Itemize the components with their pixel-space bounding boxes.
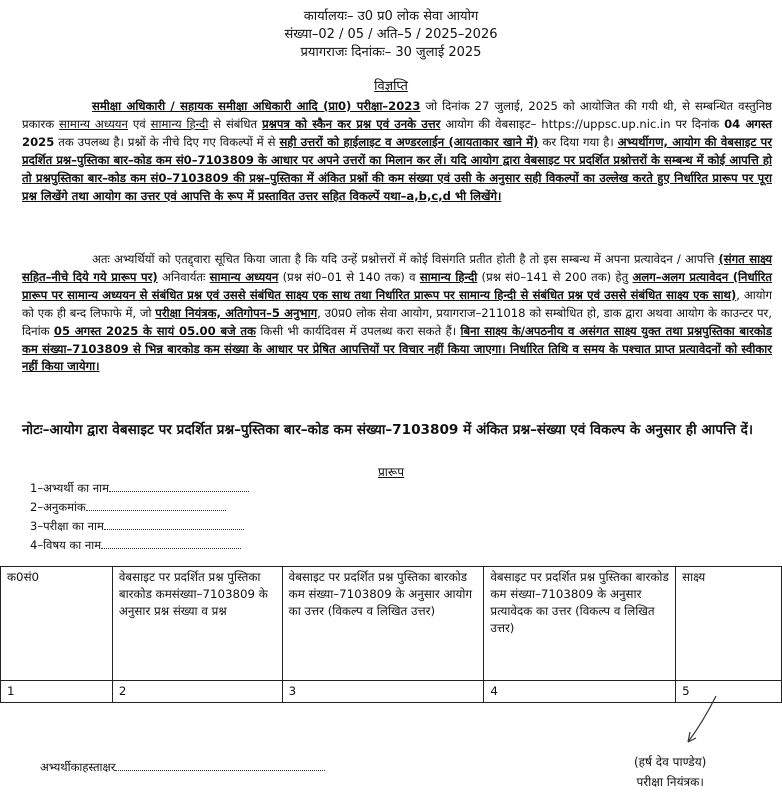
- text: (प्रश्न सं0–141 से 200 तक) हेतु: [477, 269, 633, 284]
- col-number: 2: [112, 681, 282, 703]
- addressee: परीक्षा नियंत्रक, अतिगोपन–5 अनुभाग: [155, 305, 318, 320]
- reference-number: संख्या–02 / 05 / अति–5 / 2025–2026: [284, 27, 498, 42]
- paragraph-2: [22, 251, 772, 376]
- subject-general-studies: सामान्य अध्ययन: [209, 269, 279, 284]
- text: से संबंधित: [208, 116, 263, 131]
- header-serial: क0सं0: [1, 567, 113, 681]
- subject-general-studies: सामान्य अध्ययन: [59, 116, 128, 131]
- paragraph-1: [22, 98, 772, 205]
- rejection-note: बिना साक्ष्य के/अपठनीय व असंगत साक्ष्य युक्त तथा प्रश्नपुस्तिका बारकोड कम संख्या–7103809 से भिन्न बारकोड कम संख्या के आधार पर प्रेषित आपत्तियों पर विचार नहीं किया जाएगा। निर्धारित तिथि व समय के पश्चात प्राप्त प्रत्यावेदनों को स्वीकार नहीं किया जायेगा।: [22, 323, 772, 374]
- text: तक उपलब्ध है। प्रश्नों के नीचे दिए गए विकल्पों में से: [54, 134, 280, 149]
- scanned-paper-note: प्रश्नपत्र को स्कैन कर प्रश्न एवं उनके उत्तर: [262, 116, 441, 131]
- dotted-line: [109, 481, 249, 492]
- availability-date: 04 अगस्त 2025: [22, 116, 772, 149]
- field-label: 4–विषय का नाम: [30, 538, 102, 552]
- place-date: प्रयागराजः दिनांकः– 30 जुलाई 2025: [300, 45, 482, 60]
- exam-name: समीक्षा अधिकारी / सहायक समीक्षा अधिकारी आदि (प्रा0) परीक्षा–2023: [92, 99, 421, 113]
- notice-title: विज्ञप्ति: [374, 79, 408, 94]
- table-header-row: [1, 567, 782, 681]
- field-label: 3–परीक्षा का नाम: [30, 519, 104, 533]
- text: , आयोग को एक ही बन्द लिफाफे में, जो: [22, 287, 772, 320]
- field-label: 1–अभ्यर्थी का नाम: [30, 481, 109, 495]
- officer-title: परीक्षा नियंत्रक।: [636, 775, 704, 789]
- col-number: 5: [676, 681, 782, 703]
- dotted-line: [86, 500, 226, 511]
- instructions-bold: अभ्यर्थीगण, आयोग की वेबसाइट पर प्रदर्शित प्रश्न–पुस्तिका बार–कोड कम सं0–7103809 के आधार पर अपने उत्तरों का मिलान कर लें। यदि आयोग द्वारा वेबसाइट पर प्रदर्शित प्रश्नोत्तरों के सम्बन्ध में कोई आपत्ति हो तो प्रश्नपुस्तिका बार–कोड कम सं0–7103809 की प्रश्न–पुस्तिका में अंकित प्रश्नों की कम संख्या एवं उसी के अनुसार सही विकल्पों का उल्लेख करते हुए निर्धारित प्रारूप पर पूरा प्रश्न लिखेंगे तथा आयोग का उत्तर एवं आपत्ति के रूप में प्रस्तावित उत्तर सहित विकल्पें यथा–a,b,c,d भी लिखेंगे।: [22, 134, 772, 203]
- signature-mark: [676, 694, 736, 750]
- header-candidate-answer: वेबसाइट पर प्रदर्शित प्रश्न पुस्तिका बारकोड कम संख्या–7103809 के अनुसार प्रत्यावेदक का उत्तर (विकल्प व लिखित उत्तर): [484, 567, 676, 681]
- field-roll-number: [30, 499, 226, 515]
- table-number-row: [1, 681, 782, 703]
- officer-name: (हर्ष देव पाण्डेय): [634, 755, 707, 769]
- header-commission-answer: वेबसाइट पर प्रदर्शित प्रश्न पुस्तिका बारकोड कम संख्या–7103809 के अनुसार आयोग का उत्तर (विकल्प व लिखित उत्तर): [282, 567, 484, 681]
- note: नोटः–आयोग द्वारा वेबसाइट पर प्रदर्शित प्रश्न–पुस्तिका बार–कोड कम संख्या–7103809 में अंकित प्रश्न–संख्या एवं विकल्प के अनुसार ही आपत्ति दें।: [22, 422, 754, 438]
- dotted-line: [115, 760, 325, 771]
- field-label: 2–अनुकमांक: [30, 500, 86, 514]
- header-question: वेबसाइट पर प्रदर्शित प्रश्न पुस्तिका बारकोड कमसंख्या–7103809 के अनुसार प्रश्न संख्या व प्रश्न: [112, 567, 282, 681]
- field-exam-name: [30, 518, 244, 534]
- separate-representation-note: अलग–अलग प्रत्यावेदन (निर्धारित प्रारूप पर सामान्य अध्ययन से संबंधित प्रश्न एवं उससे संबंधित साक्ष्य एक साथ तथा निर्धारित प्रारूप पर सामान्य हिन्दी से संबंधित प्रश्न एवं उससे संबंधित साक्ष्य एक साथ): [22, 269, 772, 302]
- deadline: 05 अगस्त 2025 के सायं 05.00 बजे तक: [53, 323, 256, 338]
- col-number: 3: [282, 681, 484, 703]
- dotted-line: [104, 519, 244, 530]
- text: अनिवार्यतः: [157, 269, 210, 284]
- proforma-table: [0, 566, 782, 703]
- field-subject-name: [30, 537, 241, 553]
- subject-hindi: सामान्य हिन्दी: [419, 269, 478, 284]
- highlight-note: सही उत्तरों को हाईलाइट व अण्डरलाईन (आयताकार खाने में): [279, 134, 539, 149]
- text: अतः अभ्यर्थियों को एतद्द्वारा सूचित किया जाता है कि यदि उन्हें प्रश्नोत्तरों में कोई विसंगति प्रतीत होती है तो इस सम्बन्ध में अपना प्रत्यावेदन / आपत्ति: [92, 252, 719, 266]
- letter-header: [0, 8, 782, 62]
- candidate-signature-label: अभ्यर्थीकाहस्ताक्षर: [40, 760, 116, 774]
- subject-hindi: सामान्य हिन्दी: [150, 116, 209, 131]
- evidence-note: (संगत साक्ष्य सहित–नीचे दिये गये प्रारूप पर): [22, 252, 772, 284]
- col-number: 1: [1, 681, 113, 703]
- officer-signature-block: [634, 752, 706, 792]
- dotted-line: [101, 538, 241, 549]
- col-number: 4: [484, 681, 676, 703]
- text: एवं: [127, 116, 151, 131]
- text: (प्रश्न सं0–01 से 140 तक) व: [278, 269, 420, 284]
- header-evidence: साक्ष्य: [676, 567, 782, 681]
- text: जो दिनांक 27 जुलाई, 2025 को आयोजित की गयी थी, से सम्बन्धित वस्तुनिष्ठ प्रकारक: [22, 99, 772, 131]
- text: कर दिया गया है।: [538, 134, 618, 149]
- field-candidate-name: [30, 480, 249, 496]
- proforma-title: प्रारूप: [377, 465, 405, 479]
- text: आयोग की वेबसाइट– https://uppsc.up.nic.in पर दिनांक: [440, 116, 725, 131]
- text: किसी भी कार्यदिवस में उपलब्ध करा सकते हैं।: [255, 323, 461, 338]
- text: , उ0प्र0 लोक सेवा आयोग, प्रयागराज–211018 को सम्बोधित हो, डाक द्वारा अथवा आयोग के काउन्टर पर, दिनांक: [22, 305, 772, 338]
- candidate-signature: [40, 760, 325, 775]
- office-name: कार्यालयः– उ0 प्र0 लोक सेवा आयोग: [303, 9, 479, 24]
